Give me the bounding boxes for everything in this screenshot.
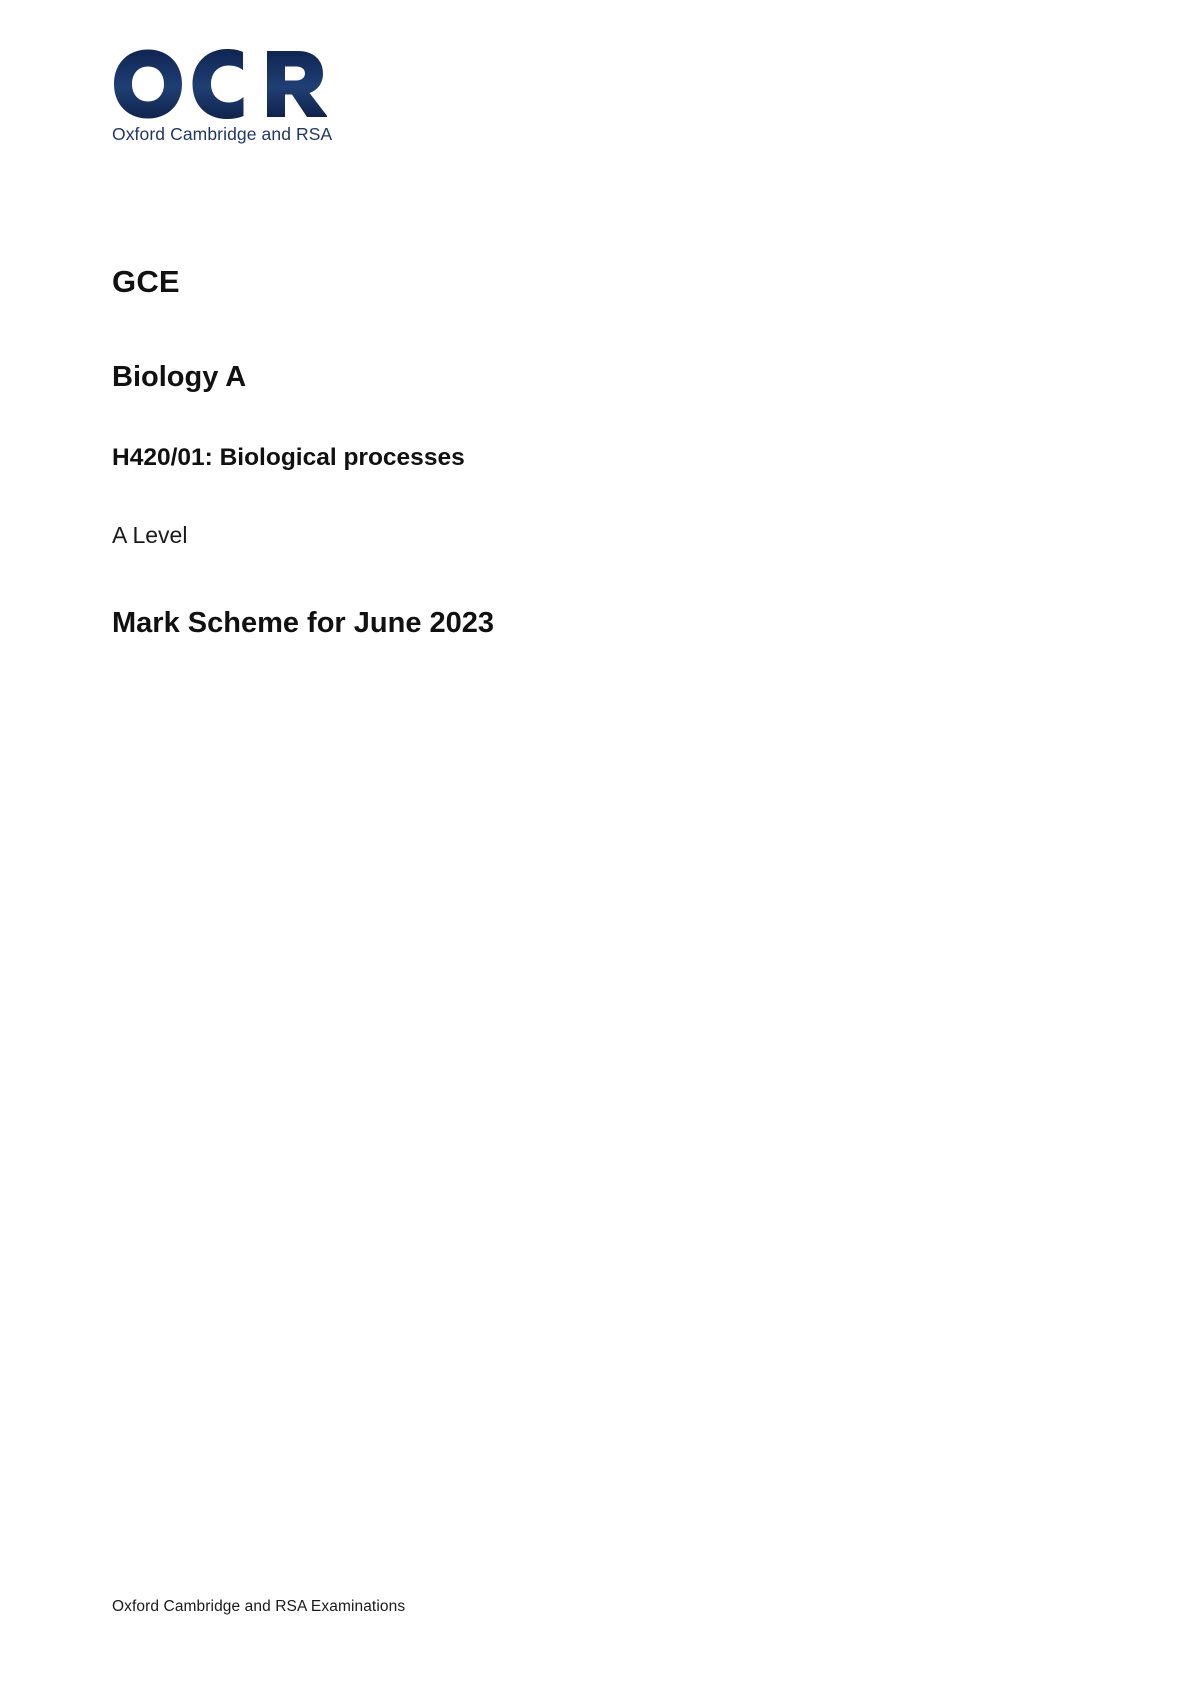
ocr-logo-strapline: Oxford Cambridge and RSA [112,124,333,144]
ocr-logo-icon [112,46,327,122]
title-block [112,266,1072,638]
mark-scheme-title: Mark Scheme for June 2023 [112,607,495,640]
qualification-title: GCE [112,264,180,299]
unit-title: H420/01: Biological processes [112,444,465,471]
page-footer: Oxford Cambridge and RSA Examinations [112,1598,406,1615]
level-label: A Level [112,522,188,549]
ocr-logo-block [112,46,342,145]
subject-title: Biology A [112,361,247,393]
